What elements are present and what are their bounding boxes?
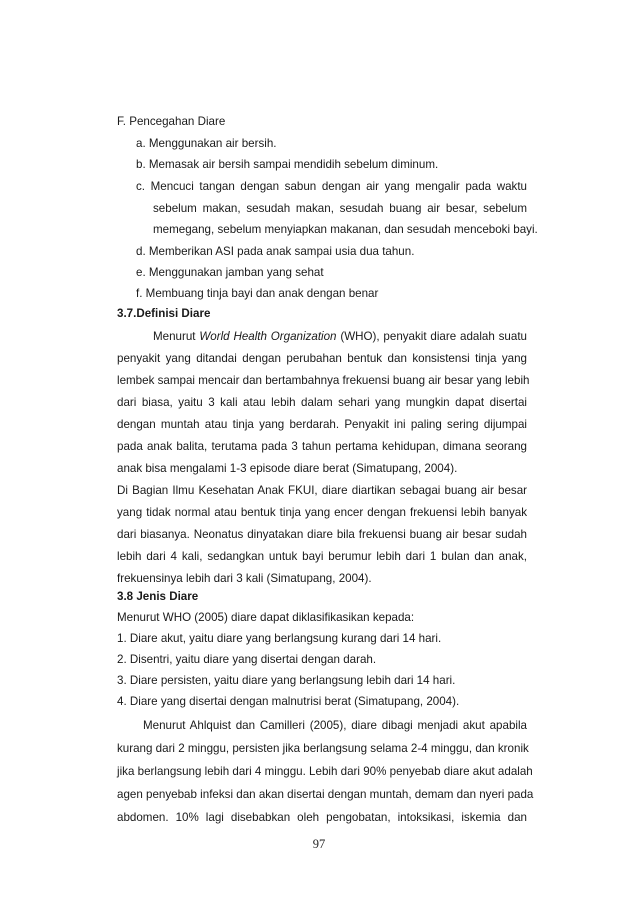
paragraph-line: penyakit yang ditandai dengan perubahan bentuk dan konsistensi tinja yang [117, 352, 527, 365]
section-f-heading: F. Pencegahan Diare [117, 115, 226, 128]
list-item: 3. Diare persisten, yaitu diare yang berlangsung lebih dari 14 hari. [117, 674, 456, 687]
paragraph-first-line [153, 330, 527, 344]
emphasis-text: World Health Organization [199, 330, 337, 343]
list-item: d. Memberikan ASI pada anak sampai usia dua tahun. [136, 245, 415, 258]
list-item-continuation: memegang, sebelum menyiapkan makanan, dan sesudah menceboki bayi. [153, 223, 538, 236]
list-item: 1. Diare akut, yaitu diare yang berlangsung kurang dari 14 hari. [117, 632, 442, 645]
paragraph-line: lembek sampai mencair dan bertambahnya frekuensi buang air besar yang lebih [117, 374, 530, 387]
paragraph-line: yang tidak normal atau bentuk tinja yang encer dengan frekuensi lebih banyak [117, 506, 527, 519]
paragraph-text: (WHO), penyakit diare adalah suatu [336, 330, 527, 343]
paragraph-first-line: Menurut Ahlquist dan Camilleri (2005), diare dibagi menjadi akut apabila [143, 719, 527, 732]
paragraph-line: Di Bagian Ilmu Kesehatan Anak FKUI, diare diartikan sebagai buang air besar [117, 484, 527, 497]
list-item: f. Membuang tinja bayi dan anak dengan benar [136, 287, 379, 300]
paragraph-line: agen penyebab infeksi dan akan disertai dengan muntah, demam dan nyeri pada [117, 788, 534, 801]
list-item: 2. Disentri, yaitu diare yang disertai dengan darah. [117, 653, 377, 666]
page-number: 97 [312, 837, 326, 851]
section-38-heading: 3.8 Jenis Diare [117, 590, 199, 603]
paragraph-line: abdomen. 10% lagi disebabkan oleh pengobatan, intoksikasi, iskemia dan [117, 811, 527, 824]
section-37-heading: 3.7.Definisi Diare [117, 307, 211, 320]
paragraph-line: jika berlangsung lebih dari 4 minggu. Lebih dari 90% penyebab diare akut adalah [117, 765, 533, 778]
list-item: c. Mencuci tangan dengan sabun dengan air yang mengalir pada waktu [136, 180, 527, 193]
list-item: a. Menggunakan air bersih. [136, 137, 277, 150]
paragraph-line: kurang dari 2 minggu, persisten jika berlangsung selama 2-4 minggu, dan kronik [117, 742, 529, 755]
list-item: 4. Diare yang disertai dengan malnutrisi berat (Simatupang, 2004). [117, 695, 460, 708]
paragraph-line: frekuensinya lebih dari 3 kali (Simatupang, 2004). [117, 572, 372, 585]
list-item-continuation: sebelum makan, sesudah makan, sesudah buang air besar, sebelum [153, 202, 527, 215]
list-item: e. Menggunakan jamban yang sehat [136, 266, 324, 279]
paragraph-text: Menurut [153, 330, 200, 343]
paragraph-line: lebih dari 4 kali, sedangkan untuk bayi berumur lebih dari 1 bulan dan anak, [117, 550, 527, 563]
paragraph-line: Menurut WHO (2005) diare dapat diklasifikasikan kepada: [117, 611, 415, 624]
list-item: b. Memasak air bersih sampai mendidih sebelum diminum. [136, 158, 439, 171]
paragraph-line: dari biasa, yaitu 3 kali atau lebih dalam sehari yang mungkin dapat disertai [117, 396, 527, 409]
paragraph-line: dengan muntah atau tinja yang berdarah. Penyakit ini paling sering dijumpai [117, 418, 527, 431]
paragraph-line: anak bisa mengalami 1-3 episode diare berat (Simatupang, 2004). [117, 462, 458, 475]
paragraph-line: dari biasanya. Neonatus dinyatakan diare bila frekuensi buang air besar sudah [117, 528, 527, 541]
paragraph-line: pada anak balita, terutama pada 3 tahun pertama kehidupan, dimana seorang [117, 440, 527, 453]
